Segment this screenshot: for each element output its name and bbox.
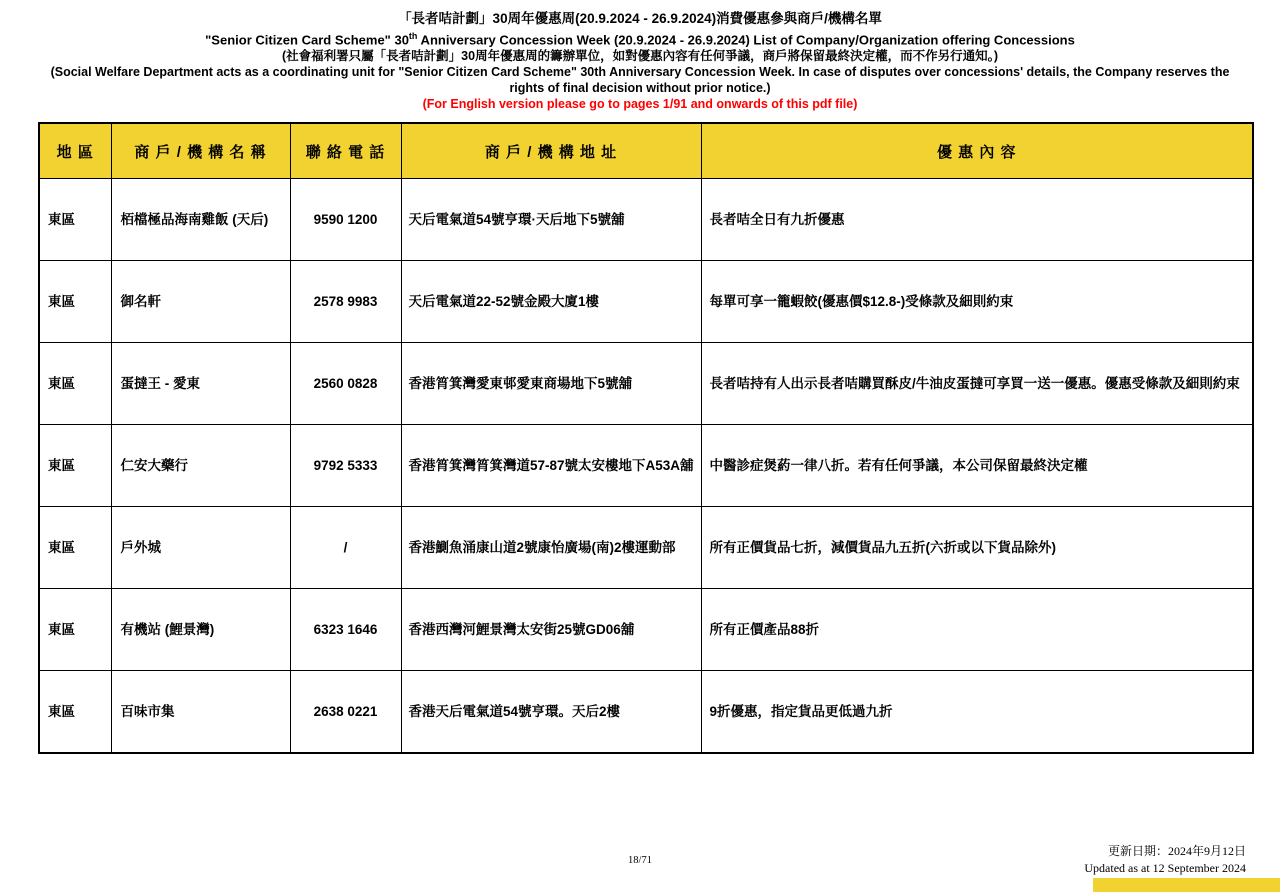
header-district: 地 區 <box>39 123 111 179</box>
cell-name: 戶外城 <box>111 507 290 589</box>
cell-district: 東區 <box>39 261 111 343</box>
table-row <box>39 671 1253 754</box>
header-address: 商 戶 / 機 構 地 址 <box>401 123 701 179</box>
cell-district: 東區 <box>39 179 111 261</box>
update-date-zh: 更新日期：2024年9月12日 <box>1107 844 1246 858</box>
table-row <box>39 179 1253 261</box>
cell-phone: / <box>290 507 401 589</box>
table-row <box>39 261 1253 343</box>
concession-table <box>38 122 1254 754</box>
header-phone: 聯 絡 電 話 <box>290 123 401 179</box>
header-name: 商 戶 / 機 構 名 稱 <box>111 123 290 179</box>
cell-phone: 2638 0221 <box>290 671 401 754</box>
title-en-pre: "Senior Citizen Card Scheme" 30 <box>205 32 409 48</box>
cell-phone: 9590 1200 <box>290 179 401 261</box>
note-zh: (社會福利署只屬「長者咭計劃」30周年優惠周的籌辦單位，如對優惠內容有任何爭議，商戶將保留最終決定權，而不作另行通知。) <box>282 49 998 64</box>
note-english-version: (For English version please go to pages 1/91 and onwards of this pdf file) <box>422 97 858 112</box>
cell-name: 有機站 (鯉景灣) <box>111 589 290 671</box>
cell-address: 天后電氣道54號亨環·天后地下5號舖 <box>401 179 701 261</box>
cell-district: 東區 <box>39 507 111 589</box>
cell-address: 香港筲箕灣愛東邨愛東商場地下5號舖 <box>401 343 701 425</box>
cell-district: 東區 <box>39 425 111 507</box>
cell-address: 香港鰂魚涌康山道2號康怡廣場(南)2樓運動部 <box>401 507 701 589</box>
cell-concession: 長者咭持有人出示長者咭購買酥皮/牛油皮蛋撻可享買一送一優惠。優惠受條款及細則約束 <box>701 343 1253 425</box>
cell-address: 香港天后電氣道54號亨環。天后2樓 <box>401 671 701 754</box>
cell-phone: 6323 1646 <box>290 589 401 671</box>
cell-concession: 長者咭全日有九折優惠 <box>701 179 1253 261</box>
title-zh: 「長者咭計劃」30周年優惠周(20.9.2024 - 26.9.2024)消費優惠參與商戶/機構名單 <box>398 11 882 26</box>
title-en <box>40 28 1240 48</box>
table-row <box>39 425 1253 507</box>
title-en-superscript: th <box>408 31 418 41</box>
cell-name: 仁安大藥行 <box>111 425 290 507</box>
document-header <box>40 10 1240 112</box>
cell-concession: 9折優惠，指定貨品更低過九折 <box>701 671 1253 754</box>
cell-concession: 所有正價產品88折 <box>701 589 1253 671</box>
cell-address: 香港西灣河鯉景灣太安街25號GD06舖 <box>401 589 701 671</box>
cell-concession: 所有正價貨品七折，減價貨品九五折(六折或以下貨品除外) <box>701 507 1253 589</box>
cell-concession: 中醫診症煲葯一律八折。若有任何爭議，本公司保留最終決定權 <box>701 425 1253 507</box>
table-row <box>39 343 1253 425</box>
cell-district: 東區 <box>39 589 111 671</box>
cell-district: 東區 <box>39 671 111 754</box>
cell-name: 栢檔極品海南雞飯 (天后) <box>111 179 290 261</box>
page-number: 18/71 <box>628 855 652 866</box>
note-en: (Social Welfare Department acts as a coordinating unit for "Senior Citizen Card Scheme" 30th Anniversary Concession Week. In case of disputes over concessions' details, the Company reserves the rights of final decision without prior notice.) <box>50 65 1230 96</box>
cell-phone: 2560 0828 <box>290 343 401 425</box>
cell-phone: 2578 9983 <box>290 261 401 343</box>
yellow-corner-strip <box>1093 878 1280 892</box>
update-date-en: Updated as at 12 September 2024 <box>1084 861 1246 875</box>
table-header-row <box>39 123 1253 179</box>
title-en-post: Anniversary Concession Week (20.9.2024 - 26.9.2024) List of Company/Organization offering Concessions <box>417 32 1075 48</box>
cell-address: 香港筲箕灣筲箕灣道57-87號太安樓地下A53A舖 <box>401 425 701 507</box>
table-row <box>39 507 1253 589</box>
cell-district: 東區 <box>39 343 111 425</box>
header-concession: 優 惠 內 容 <box>701 123 1253 179</box>
update-date <box>1084 843 1246 877</box>
cell-phone: 9792 5333 <box>290 425 401 507</box>
cell-name: 御名軒 <box>111 261 290 343</box>
cell-name: 百味市集 <box>111 671 290 754</box>
cell-name: 蛋撻王 - 愛東 <box>111 343 290 425</box>
cell-address: 天后電氣道22-52號金殿大廈1樓 <box>401 261 701 343</box>
cell-concession: 每單可享一籠蝦餃(優惠價$12.8-)受條款及細則約束 <box>701 261 1253 343</box>
table-row <box>39 589 1253 671</box>
